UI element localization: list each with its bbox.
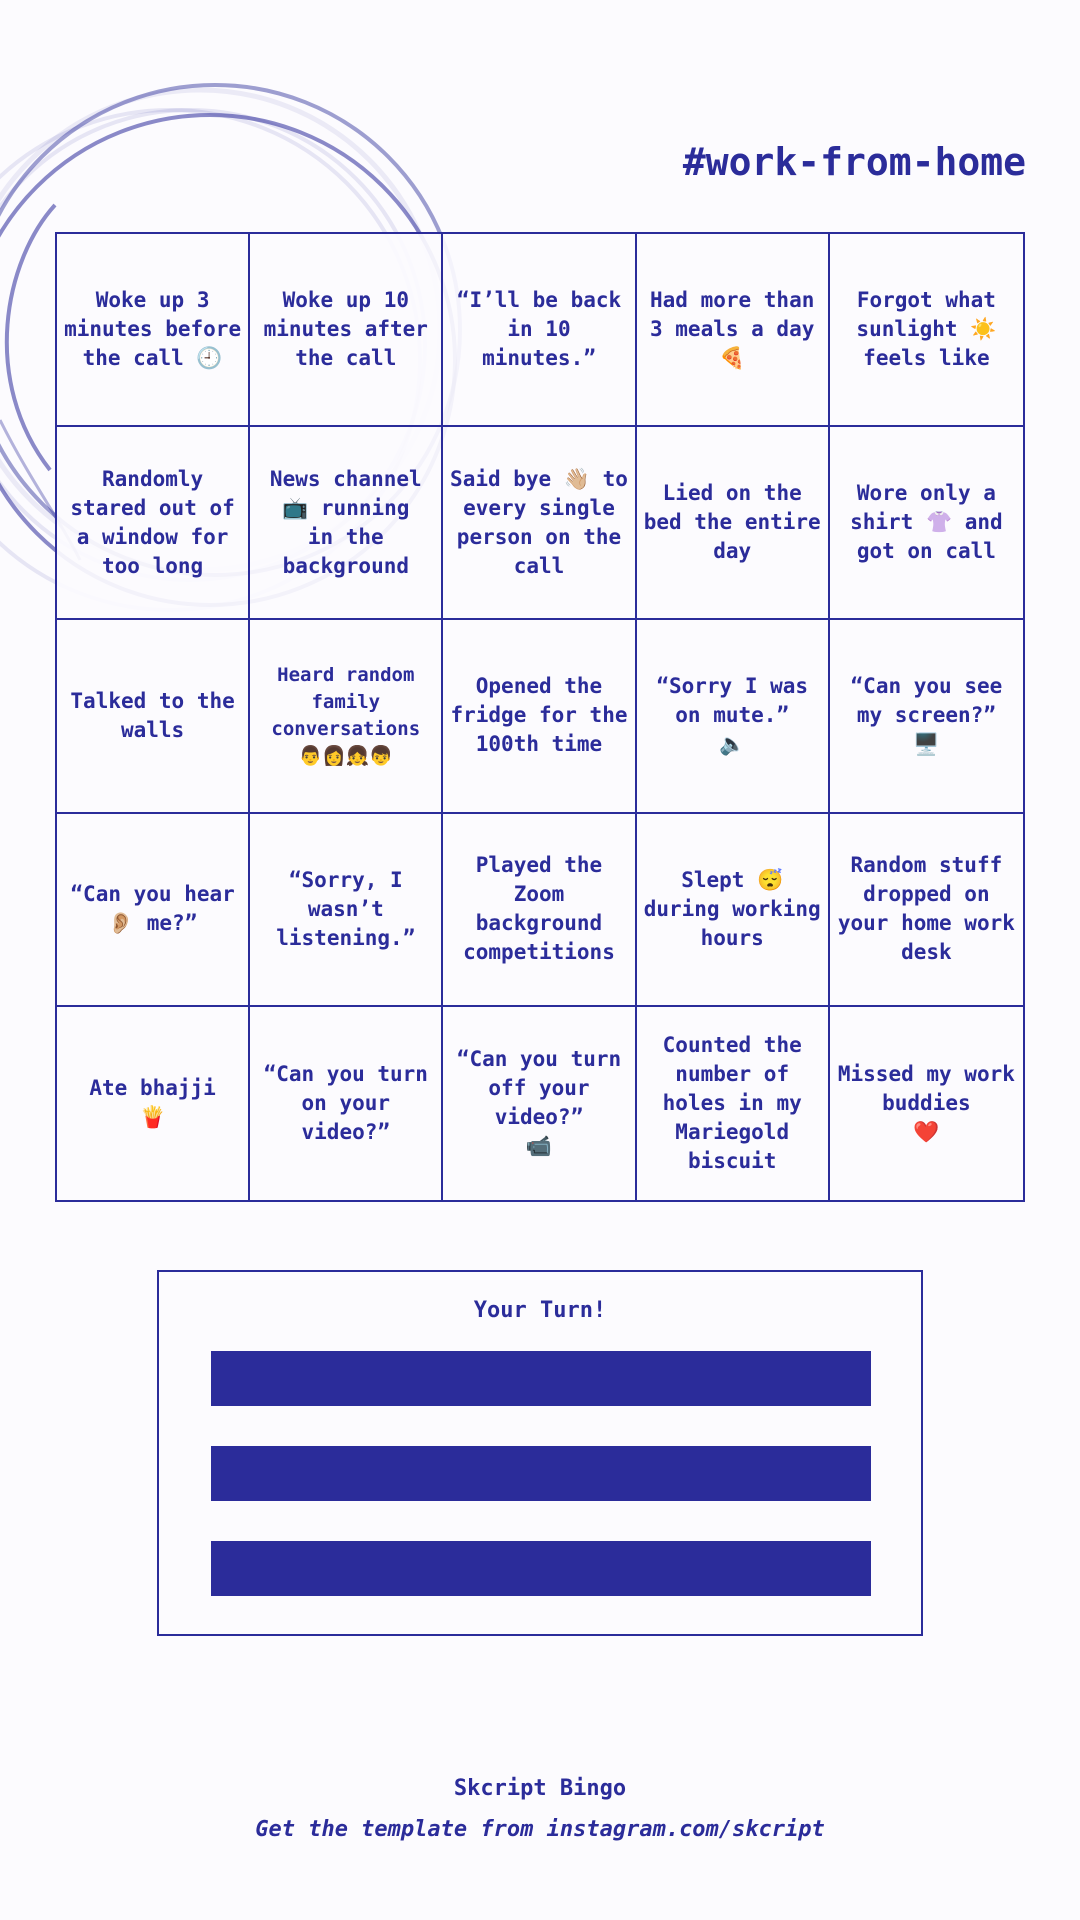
your-turn-entry-bar[interactable] [211,1541,871,1596]
bingo-cell[interactable] [57,620,250,813]
page-title: #work-from-home [682,140,1026,184]
bingo-cell-label: Said bye 👋🏼 to every single person on the call [450,466,628,578]
bingo-cell-label: Woke up 10 minutes after the call [263,288,428,371]
your-turn-entry-bar[interactable] [211,1351,871,1406]
bingo-cell-label: Random stuff dropped on your home work desk [837,853,1015,965]
bingo-cell[interactable] [57,1007,250,1200]
footer-subtitle: Get the template from instagram.com/skcript [255,1817,825,1842]
bingo-cell[interactable] [830,814,1023,1007]
bingo-cell[interactable] [57,427,250,620]
bingo-cell-label: “Can you turn on your video?” [263,1061,428,1144]
bingo-cell-label: “Sorry, I wasn’t listening.” [276,867,416,950]
bingo-cell-label: Randomly stared out of a window for too long [70,466,235,578]
bingo-cell[interactable] [637,814,830,1007]
bingo-cell-label: Ate bhajji 🍟 [89,1076,216,1130]
bingo-cell-label: Heard random family conversations 👨👩👧👦 [271,663,421,767]
bingo-grid [55,232,1025,1202]
bingo-cell[interactable] [637,1007,830,1200]
bingo-cell[interactable] [443,1007,636,1200]
bingo-cell[interactable] [250,234,443,427]
bingo-cell[interactable] [250,427,443,620]
bingo-cell[interactable] [250,620,443,813]
your-turn-title: Your Turn! [473,1298,607,1323]
bingo-cell[interactable] [443,427,636,620]
bingo-cell[interactable] [443,814,636,1007]
bingo-cell-label: Missed my work buddies ❤️ [837,1061,1015,1144]
bingo-cell[interactable] [637,234,830,427]
your-turn-box [157,1270,923,1636]
bingo-cell[interactable] [637,620,830,813]
bingo-cell-label: “Can you hear 👂🏼 me?” [70,882,235,936]
bingo-cell[interactable] [443,234,636,427]
bingo-cell[interactable] [57,234,250,427]
bingo-cell[interactable] [57,814,250,1007]
bingo-cell[interactable] [830,427,1023,620]
bingo-cell-label: Forgot what sunlight ☀️ feels like [856,288,997,371]
bingo-cell-label: Had more than 3 meals a day 🍕 [650,288,815,371]
bingo-cell-label: Opened the fridge for the 100th time [450,674,628,757]
bingo-cell-label: Counted the number of holes in my Mariegold biscuit [662,1032,802,1173]
bingo-cell[interactable] [830,234,1023,427]
bingo-cell[interactable] [250,1007,443,1200]
bingo-cell[interactable] [830,620,1023,813]
bingo-cell[interactable] [637,427,830,620]
bingo-cell-label: Woke up 3 minutes before the call 🕘 [64,288,242,371]
bingo-cell-label: Played the Zoom background competitions [463,853,615,965]
your-turn-entry-bar[interactable] [211,1446,871,1501]
bingo-cell-label: News channel 📺 running in the background [269,466,422,578]
bingo-cell-label: Lied on the bed the entire day [643,481,821,564]
bingo-cell-label: “Can you see my screen?” 🖥️ [850,674,1003,757]
bingo-cell-label: “Sorry I was on mute.” 🔈 [656,674,809,757]
bingo-cell-label: “Can you turn off your video?” 📹 [456,1047,622,1159]
bingo-cell-label: Talked to the walls [70,688,235,742]
bingo-cell[interactable] [250,814,443,1007]
bingo-cell-label: Slept 😴 during working hours [643,867,821,950]
bingo-cell-label: “I’ll be back in 10 minutes.” [456,288,622,371]
bingo-cell-label: Wore only a shirt 👚 and got on call [850,481,1003,564]
bingo-cell[interactable] [443,620,636,813]
footer-title: Skcript Bingo [453,1776,627,1801]
bingo-cell[interactable] [830,1007,1023,1200]
